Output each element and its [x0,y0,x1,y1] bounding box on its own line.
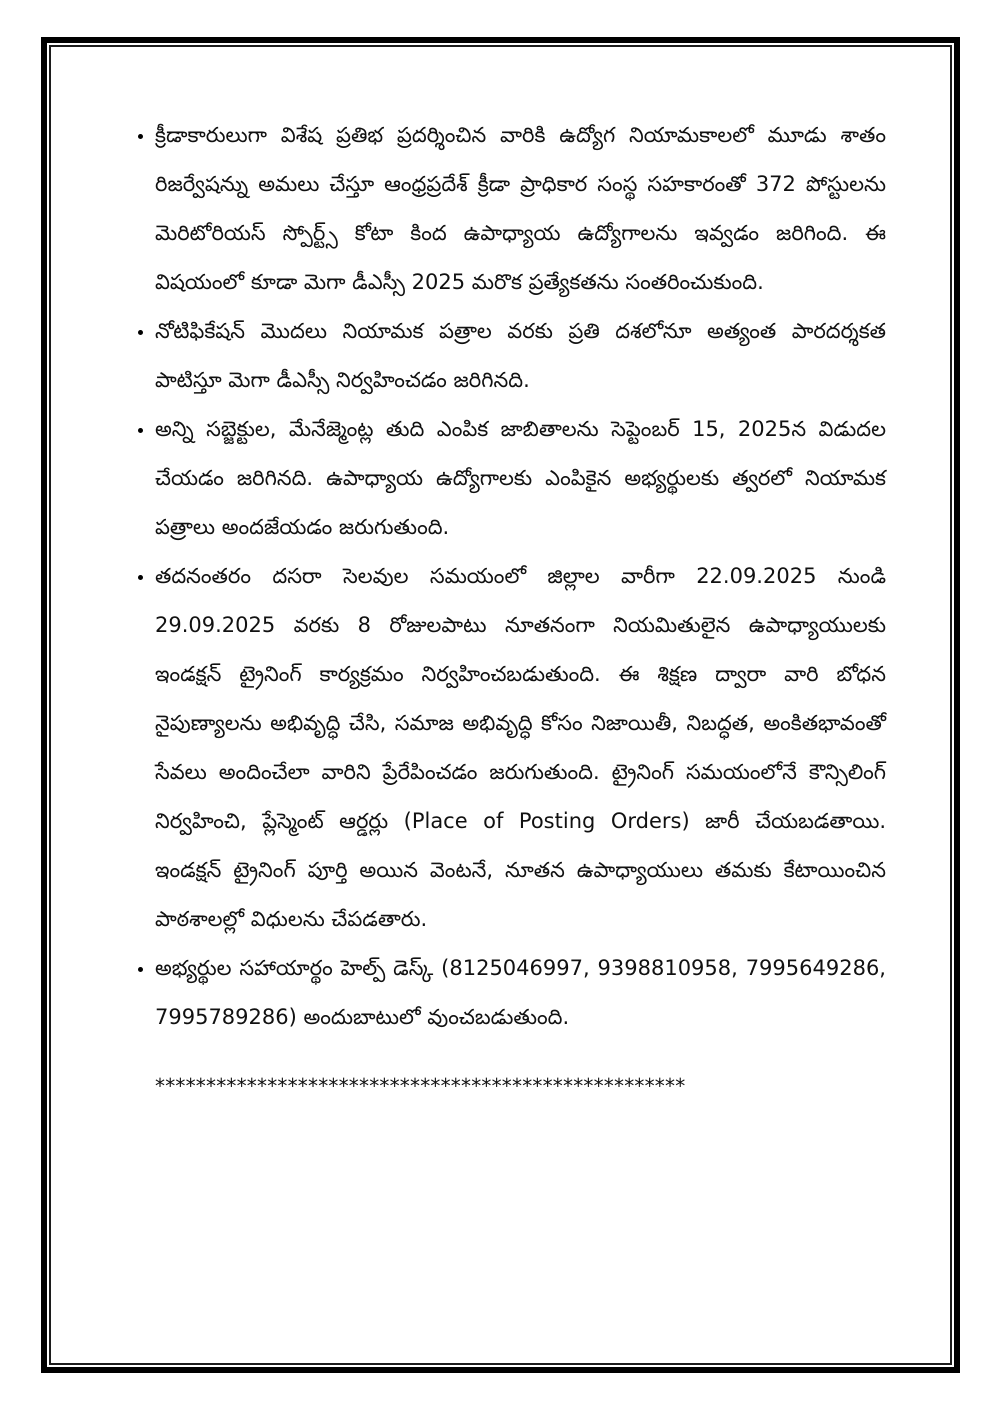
bullet-list [130,111,886,1042]
bullet-item-selection-lists: • అన్ని సబ్జెక్టుల, మేనేజ్మెంట్ల తుది ఎంపిక జాబితాలను సెప్టెంబర్ 15, 2025న విడుదల చేయడం జరిగినది. ఉపాధ్యాయ ఉద్యోగాలకు ఎంపికైన అభ్యర్థులకు త్వరలో నియామక పత్రాలు అందజేయడం జరుగుతుంది. [155,405,886,552]
asterisk-separator: **************************************************** [155,1074,686,1098]
bullet-item-induction-training: • తదనంతరం దసరా సెలవుల సమయంలో జిల్లాల వారీగా 22.09.2025 నుండి 29.09.2025 వరకు 8 రోజులపాటు నూతనంగా నియమితులైన ఉపాధ్యాయులకు ఇండక్షన్ ట్రైనింగ్ కార్యక్రమం నిర్వహించబడుతుంది. ఈ శిక్షణ ద్వారా వారి బోధన నైపుణ్యాలను అభివృద్ధి చేసి, సమాజ అభివృద్ధి కోసం నిజాయితీ, నిబద్ధత, అంకితభావంతో సేవలు అందించేలా వారిని ప్రేరేపించడం జరుగుతుంది. ట్రైనింగ్ సమయంలోనే కౌన్సిలింగ్ నిర్వహించి, ప్లేస్మెంట్ ఆర్డర్లు (Place of Posting Orders) జారీ చేయబడతాయి. ఇండక్షన్ ట్రైనింగ్ పూర్తి అయిన వెంటనే, నూతన ఉపాధ్యాయులు తమకు కేటాయించిన పాఠశాలల్లో విధులను చేపడతారు. [155,552,886,944]
document-content [130,111,886,1100]
bullet-item-transparency: • నోటిఫికేషన్ మొదలు నియామక పత్రాల వరకు ప్రతి దశలోనూ అత్యంత పారదర్శకత పాటిస్తూ మెగా డీఎస్సీ నిర్వహించడం జరిగినది. [155,307,886,405]
bullet-item-help-desk: • అభ్యర్థుల సహాయార్థం హెల్ప్ డెస్క్ (8125046997, 9398810958, 7995649286, 7995789286) అందుబాటులో వుంచబడుతుంది. [155,944,886,1042]
bullet-item-sports-quota: • క్రీడాకారులుగా విశేష ప్రతిభ ప్రదర్శించిన వారికి ఉద్యోగ నియామకాలలో మూడు శాతం రిజర్వేషన్ను అమలు చేస్తూ ఆంధ్రప్రదేశ్ క్రీడా ప్రాధికార సంస్థ సహకారంతో 372 పోస్టులను మెరిటోరియస్ స్పోర్ట్స్ కోటా కింద ఉపాధ్యాయ ఉద్యోగాలను ఇవ్వడం జరిగింది. ఈ విషయంలో కూడా మెగా డీఎస్సీ 2025 మరొక ప్రత్యేకతను సంతరించుకుంది. [155,111,886,307]
